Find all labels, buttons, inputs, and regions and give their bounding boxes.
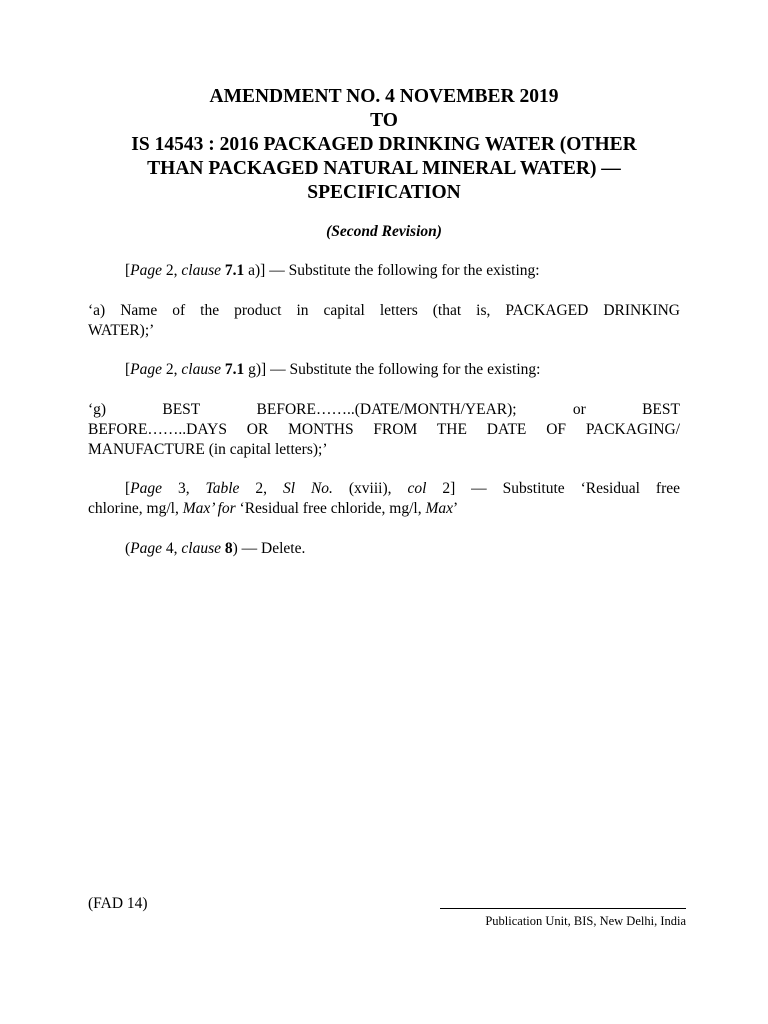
publisher-line: Publication Unit, BIS, New Delhi, India	[485, 914, 686, 928]
standard-title-line-2: THAN PACKAGED NATURAL MINERAL WATER) —	[147, 158, 621, 179]
amendment-2-text-line-1: ‘g) BEST BEFORE……..(DATE/MONTH/YEAR); or BEST	[88, 401, 680, 418]
amendment-2-reference: [Page 2, clause 7.1 g)] — Substitute the following for the existing:	[125, 361, 541, 378]
standard-title-line-1: IS 14543 : 2016 PACKAGED DRINKING WATER (OTHER	[131, 134, 637, 155]
amendment-3-line-2: chlorine, mg/l, Max’ for ‘Residual free chloride, mg/l, Max’	[88, 500, 459, 517]
title-to: TO	[370, 110, 398, 131]
amendment-1-text-line-2: WATER);’	[88, 322, 155, 339]
amendment-1-text-line-1: ‘a) Name of the product in capital letters (that is, PACKAGED DRINKING	[88, 302, 680, 319]
footer-rule	[440, 908, 686, 909]
amendment-title: AMENDMENT NO. 4 NOVEMBER 2019	[209, 86, 559, 107]
revision-subtitle: (Second Revision)	[326, 223, 442, 240]
committee-code: (FAD 14)	[88, 895, 148, 912]
standard-title-line-3: SPECIFICATION	[307, 182, 461, 203]
amendment-4-reference: (Page 4, clause 8) — Delete.	[125, 540, 306, 557]
amendment-3-line-1: [Page 3, Table 2, Sl No. (xviii), col 2] — Substitute ‘Residual free	[125, 480, 681, 497]
amendment-2-text-line-3: MANUFACTURE (in capital letters);’	[88, 441, 328, 458]
amendment-2-text-line-2: BEFORE……..DAYS OR MONTHS FROM THE DATE OF PACKAGING/	[88, 421, 680, 438]
amendment-1-reference: [Page 2, clause 7.1 a)] — Substitute the following for the existing:	[125, 262, 540, 279]
